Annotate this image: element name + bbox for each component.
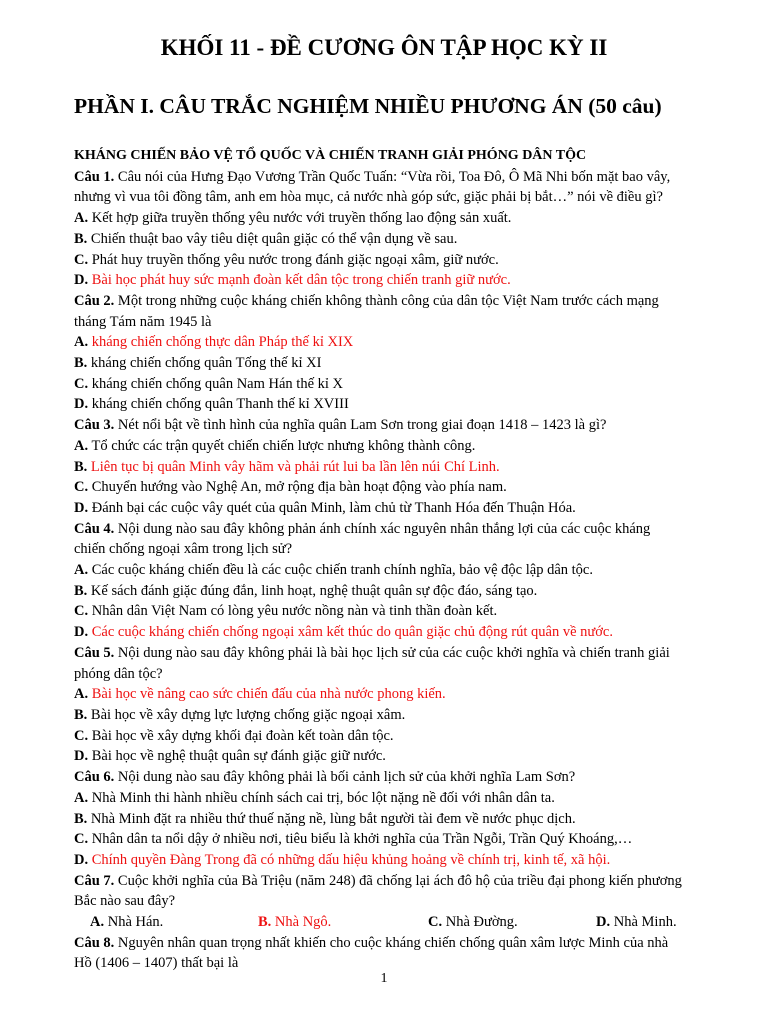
option-c: C. Nhà Đường.: [428, 914, 518, 931]
question-5: [74, 643, 714, 684]
option-a: A. Nhà Hán.: [90, 914, 164, 931]
option-b-answer: B. Nhà Ngô.: [258, 914, 332, 931]
option-d-answer: D. Các cuộc kháng chiến chống ngoại xâm kết thúc do quân giặc chủ động rút quân về nước.: [74, 624, 613, 641]
option-b: B. Kế sách đánh giặc đúng đắn, linh hoạt, nghệ thuật quân sự độc đáo, sáng tạo.: [74, 582, 538, 599]
option-a: A. Các cuộc kháng chiến đều là các cuộc chiến tranh chính nghĩa, bảo vệ độc lập dân tộc.: [74, 562, 593, 579]
question-text: Bắc nào sau đây?: [74, 893, 176, 910]
question-text: Nội dung nào sau đây không phản ánh chính xác nguyên nhân thắng lợi của các cuộc kháng: [117, 520, 651, 537]
option-c: C. Phát huy truyền thống yêu nước trong đánh giặc ngoại xâm, giữ nước.: [74, 251, 499, 268]
question-text: Nguyên nhân quan trọng nhất khiến cho cuộc kháng chiến chống quân xâm lược Minh của nhà: [117, 934, 669, 951]
question-label: Câu 8.: [74, 934, 115, 951]
question-label: Câu 7.: [74, 872, 115, 889]
question-7: [74, 871, 714, 912]
question-text: Câu nói của Hưng Đạo Vương Trần Quốc Tuấn: “Vừa rồi, Toa Đô, Ô Mã Nhi bốn mặt bao vây,: [117, 168, 671, 185]
question-text: Một trong những cuộc kháng chiến không thành công của dân tộc Việt Nam trước cách mạng: [117, 292, 659, 309]
option-c: C. Bài học về xây dựng khối đại đoàn kết toàn dân tộc.: [74, 727, 394, 744]
question-label: Câu 6.: [74, 769, 115, 786]
question-text: nhưng vì vua tôi đồng tâm, anh em hòa mục, cả nước nhà góp sức, giặc phải bị bắt…” nói về điều gì?: [74, 189, 663, 206]
question-text: Nét nổi bật về tình hình của nghĩa quân Lam Sơn trong giai đoạn 1418 – 1423 là gì?: [117, 417, 607, 434]
option-row: [74, 912, 714, 933]
section-heading: KHÁNG CHIẾN BẢO VỆ TỔ QUỐC VÀ CHIẾN TRANH GIẢI PHÓNG DÂN TỘC: [74, 148, 587, 163]
question-label: Câu 3.: [74, 417, 115, 434]
question-4: [74, 519, 714, 560]
option-b-answer: B. Liên tục bị quân Minh vây hãm và phải rút lui ba lần lên núi Chí Linh.: [74, 458, 500, 475]
page-number: 1: [380, 971, 388, 986]
question-2: [74, 291, 714, 332]
question-text: chiến chống ngoại xâm trong lịch sử?: [74, 541, 293, 558]
document-title: KHỐI 11 - ĐỀ CƯƠNG ÔN TẬP HỌC KỲ II: [160, 35, 608, 60]
question-label: Câu 5.: [74, 644, 115, 661]
option-a: A. Tổ chức các trận quyết chiến chiến lược nhưng không thành công.: [74, 437, 476, 454]
option-d: D. Đánh bại các cuộc vây quét của quân Minh, làm chủ từ Thanh Hóa đến Thuận Hóa.: [74, 499, 576, 516]
question-text: tháng Tám năm 1945 là: [74, 313, 212, 330]
part-heading: PHẦN I. CÂU TRẮC NGHIỆM NHIỀU PHƯƠNG ÁN (50 câu): [74, 94, 662, 118]
option-b: B. kháng chiến chống quân Tống thế kỉ XI: [74, 355, 322, 372]
option-d: D. Nhà Minh.: [596, 914, 677, 931]
question-text: Cuộc khởi nghĩa của Bà Triệu (năm 248) đã chống lại ách đô hộ của triều đại phong kiến phương: [117, 872, 682, 889]
option-a-answer: A. kháng chiến chống thực dân Pháp thế kỉ XIX: [74, 334, 354, 351]
option-b: B. Nhà Minh đặt ra nhiều thứ thuế nặng nề, lùng bắt người tài đem về nước phục dịch.: [74, 810, 576, 827]
question-text: Nội dung nào sau đây không phải là bối cảnh lịch sử của khởi nghĩa Lam Sơn?: [117, 769, 576, 786]
option-a: A. Nhà Minh thi hành nhiều chính sách cai trị, bóc lột nặng nề đối với nhân dân ta.: [74, 789, 555, 806]
question-8: [74, 933, 714, 974]
option-d-answer: D. Chính quyền Đàng Trong đã có những dấu hiệu khủng hoảng về chính trị, kinh tế, xã hội.: [74, 851, 611, 868]
option-d-answer: D. Bài học phát huy sức mạnh đoàn kết dân tộc trong chiến tranh giữ nước.: [74, 272, 511, 289]
question-label: Câu 2.: [74, 292, 115, 309]
question-6: [74, 767, 714, 788]
question-text: phóng dân tộc?: [74, 665, 163, 682]
option-b: B. Bài học về xây dựng lực lượng chống giặc ngoại xâm.: [74, 706, 406, 723]
option-a-answer: A. Bài học về nâng cao sức chiến đấu của nhà nước phong kiến.: [74, 686, 446, 703]
option-c: C. Nhân dân Việt Nam có lòng yêu nước nồng nàn và tinh thần đoàn kết.: [74, 603, 498, 620]
question-text: Hồ (1406 – 1407) thất bại là: [74, 955, 239, 972]
question-label: Câu 1.: [74, 168, 115, 185]
option-d: D. Bài học về nghệ thuật quân sự đánh giặc giữ nước.: [74, 748, 386, 765]
option-a: A. Kết hợp giữa truyền thống yêu nước với truyền thống lao động sản xuất.: [74, 210, 512, 227]
question-1: [74, 167, 714, 208]
question-label: Câu 4.: [74, 520, 115, 537]
option-c: C. Chuyển hướng vào Nghệ An, mở rộng địa bàn hoạt động vào phía nam.: [74, 479, 507, 496]
question-list: [74, 146, 714, 974]
option-c: C. kháng chiến chống quân Nam Hán thế kỉ X: [74, 375, 343, 392]
option-c: C. Nhân dân ta nổi dậy ở nhiều nơi, tiêu biểu là khởi nghĩa của Trần Ngỗi, Trần Quý Khoáng,…: [74, 831, 633, 848]
question-3: [74, 415, 714, 436]
question-text: Nội dung nào sau đây không phải là bài học lịch sử của các cuộc khởi nghĩa và chiến tranh giải: [117, 644, 670, 661]
option-d: D. kháng chiến chống quân Thanh thế kỉ XVIII: [74, 396, 349, 413]
option-b: B. Chiến thuật bao vây tiêu diệt quân giặc có thể vận dụng về sau.: [74, 230, 458, 247]
